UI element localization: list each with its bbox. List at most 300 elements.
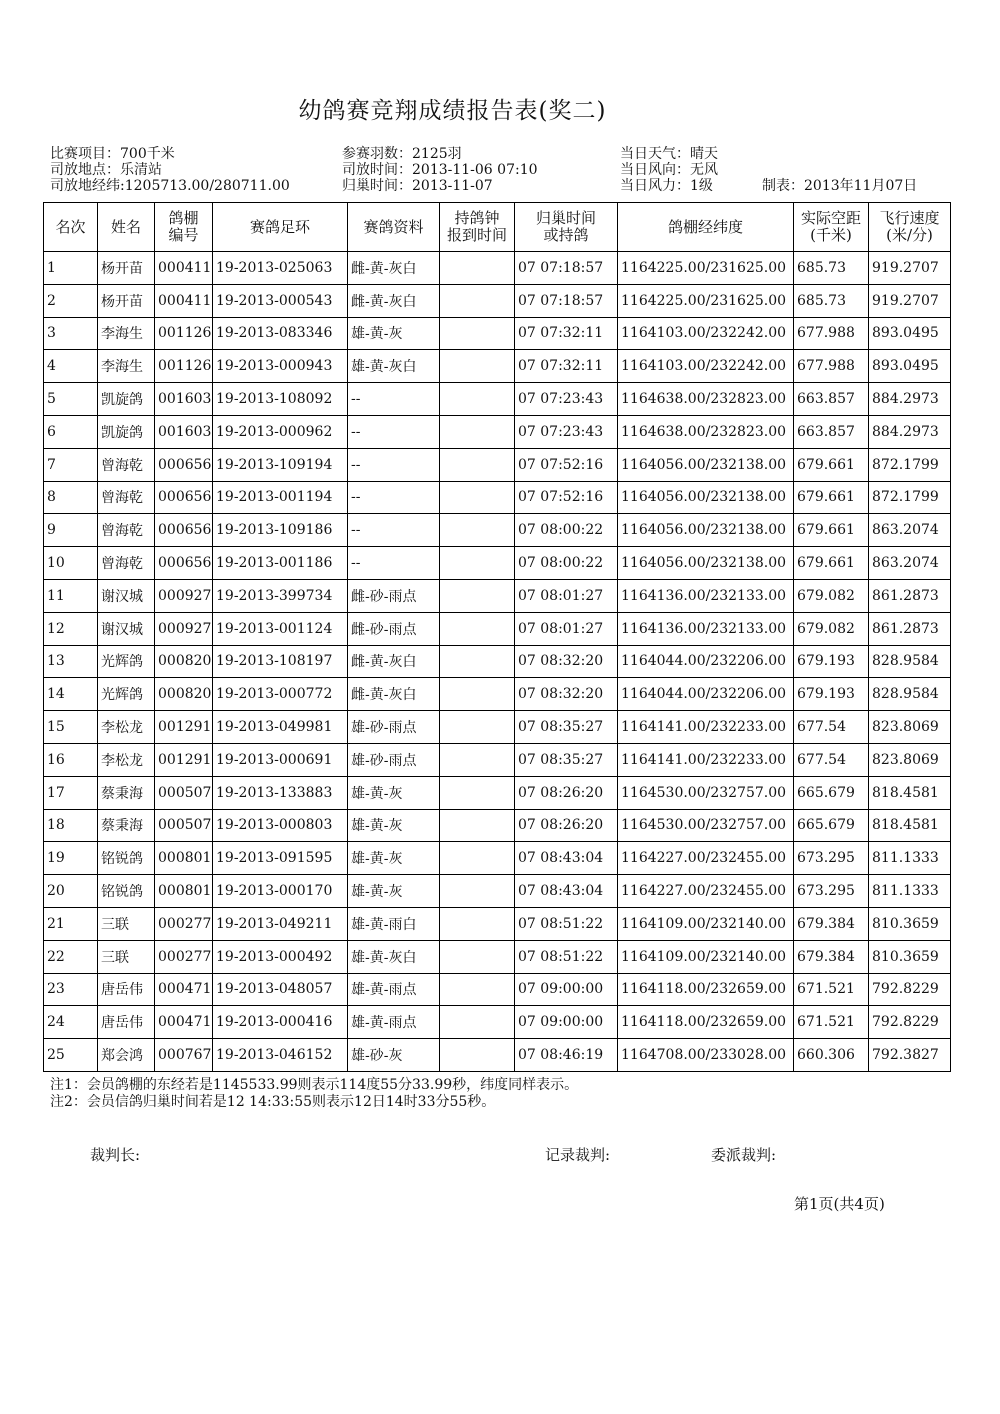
ring-number-cell: 19-2013-133883	[213, 776, 348, 809]
arrival-time-cell: 07 08:51:22	[515, 940, 618, 973]
arrival-time-cell: 07 07:18:57	[515, 284, 618, 317]
distance-cell: 677.54	[794, 743, 869, 776]
distance-cell: 679.384	[794, 940, 869, 973]
column-header-text: 姓名	[110, 217, 141, 236]
speed-cell: 872.1799	[869, 481, 951, 514]
loft-coordinates-cell: 1164638.00/232823.00	[618, 383, 794, 416]
arrival-time-cell: 07 08:26:20	[515, 809, 618, 842]
table-row	[44, 678, 951, 711]
distance-cell: 665.679	[794, 809, 869, 842]
clock-time-cell	[440, 350, 515, 383]
table-row	[44, 481, 951, 514]
column-header-text: 名次	[55, 217, 86, 236]
distance-cell: 673.295	[794, 875, 869, 908]
distance-cell: 679.661	[794, 448, 869, 481]
loft-id-cell: 001291	[155, 711, 213, 744]
speed-cell: 818.4581	[869, 809, 951, 842]
clock-time-cell	[440, 284, 515, 317]
column-header-text: 归巢时间	[535, 209, 596, 227]
loft-id-cell: 000820	[155, 645, 213, 678]
bird-info-cell: 雄-黄-灰白	[348, 940, 440, 973]
loft-id-cell: 000801	[155, 842, 213, 875]
speed-cell: 919.2707	[869, 252, 951, 285]
loft-id-cell: 000927	[155, 579, 213, 612]
ring-number-cell: 19-2013-108197	[213, 645, 348, 678]
clock-time-cell	[440, 547, 515, 580]
clock-time-cell	[440, 579, 515, 612]
arrival-time-cell: 07 08:32:20	[515, 678, 618, 711]
speed-cell: 828.9584	[869, 645, 951, 678]
loft-id-cell: 001126	[155, 350, 213, 383]
speed-cell: 893.0495	[869, 350, 951, 383]
ring-number-cell: 19-2013-000691	[213, 743, 348, 776]
table-row	[44, 1006, 951, 1039]
loft-coordinates-cell: 1164056.00/232138.00	[618, 481, 794, 514]
name-cell: 铭锐鸽	[98, 842, 155, 875]
info-block-race	[50, 146, 290, 194]
column-header	[794, 203, 869, 252]
speed-cell: 792.8229	[869, 973, 951, 1006]
clock-time-cell	[440, 973, 515, 1006]
table-row	[44, 252, 951, 285]
table-row	[44, 743, 951, 776]
rank-cell: 20	[44, 875, 98, 908]
release-location: 司放地点：乐清站	[50, 162, 162, 178]
rank-cell: 10	[44, 547, 98, 580]
arrival-time-cell: 07 09:00:00	[515, 973, 618, 1006]
clock-time-cell	[440, 940, 515, 973]
column-header-text: (米/分)	[886, 226, 933, 244]
arrival-time-cell: 07 08:00:22	[515, 547, 618, 580]
clock-time-cell	[440, 907, 515, 940]
column-header-text: 赛鸽资料	[363, 217, 424, 236]
clock-time-cell	[440, 252, 515, 285]
arrival-time-cell: 07 08:00:22	[515, 514, 618, 547]
entry-count: 参赛羽数：2125羽	[342, 146, 462, 162]
column-header-text: 持鸽钟	[454, 209, 500, 227]
rank-cell: 18	[44, 809, 98, 842]
bird-info-cell: 雌-黄-灰白	[348, 645, 440, 678]
name-cell: 谢汉城	[98, 579, 155, 612]
name-cell: 曾海乾	[98, 481, 155, 514]
rank-cell: 17	[44, 776, 98, 809]
table-row	[44, 514, 951, 547]
loft-coordinates-cell: 1164225.00/231625.00	[618, 252, 794, 285]
loft-id-cell: 000411	[155, 284, 213, 317]
bird-info-cell: 雌-砂-雨点	[348, 579, 440, 612]
ring-number-cell: 19-2013-000492	[213, 940, 348, 973]
loft-id-cell: 000656	[155, 514, 213, 547]
arrival-time-cell: 07 08:01:27	[515, 579, 618, 612]
column-header-text: (千米)	[810, 226, 852, 244]
distance-cell: 677.988	[794, 317, 869, 350]
column-header-text: 赛鸽足环	[249, 217, 310, 236]
loft-coordinates-cell: 1164227.00/232455.00	[618, 842, 794, 875]
ring-number-cell: 19-2013-000962	[213, 415, 348, 448]
clock-time-cell	[440, 776, 515, 809]
bird-info-cell: --	[348, 547, 440, 580]
bird-info-cell: 雄-砂-灰	[348, 1039, 440, 1072]
loft-coordinates-cell: 1164530.00/232757.00	[618, 809, 794, 842]
arrival-time-cell: 07 08:46:19	[515, 1039, 618, 1072]
name-cell: 铭锐鸽	[98, 875, 155, 908]
column-header-text: 或持鸽	[543, 226, 589, 244]
distance-cell: 677.988	[794, 350, 869, 383]
speed-cell: 884.2973	[869, 383, 951, 416]
bird-info-cell: --	[348, 383, 440, 416]
ring-number-cell: 19-2013-049211	[213, 907, 348, 940]
table-row	[44, 415, 951, 448]
notes	[50, 1077, 578, 1111]
clock-time-cell	[440, 514, 515, 547]
name-cell: 光辉鸽	[98, 678, 155, 711]
table-row	[44, 940, 951, 973]
rank-cell: 4	[44, 350, 98, 383]
name-cell: 唐岳伟	[98, 1006, 155, 1039]
distance-cell: 679.193	[794, 645, 869, 678]
column-header	[869, 203, 951, 252]
arrival-time-cell: 07 08:26:20	[515, 776, 618, 809]
speed-cell: 863.2074	[869, 547, 951, 580]
ring-number-cell: 19-2013-109194	[213, 448, 348, 481]
loft-coordinates-cell: 1164056.00/232138.00	[618, 514, 794, 547]
ring-number-cell: 19-2013-049981	[213, 711, 348, 744]
info-block-timing	[342, 146, 538, 194]
ring-number-cell: 19-2013-091595	[213, 842, 348, 875]
ring-number-cell: 19-2013-083346	[213, 317, 348, 350]
name-cell: 李海生	[98, 317, 155, 350]
table-body	[44, 252, 951, 1072]
speed-cell: 818.4581	[869, 776, 951, 809]
speed-cell: 792.3827	[869, 1039, 951, 1072]
speed-cell: 810.3659	[869, 940, 951, 973]
name-cell: 郑会鸿	[98, 1039, 155, 1072]
ring-number-cell: 19-2013-399734	[213, 579, 348, 612]
ring-number-cell: 19-2013-000543	[213, 284, 348, 317]
table-row	[44, 612, 951, 645]
table-header-row	[44, 203, 951, 252]
clock-time-cell	[440, 612, 515, 645]
chief-referee-label: 裁判长:	[90, 1146, 141, 1164]
table-row	[44, 284, 951, 317]
name-cell: 曾海乾	[98, 547, 155, 580]
clock-time-cell	[440, 678, 515, 711]
results-table	[43, 202, 951, 1072]
bird-info-cell: 雄-砂-雨点	[348, 711, 440, 744]
name-cell: 三联	[98, 907, 155, 940]
bird-info-cell: 雄-黄-灰白	[348, 350, 440, 383]
bird-info-cell: --	[348, 514, 440, 547]
clock-time-cell	[440, 317, 515, 350]
rank-cell: 23	[44, 973, 98, 1006]
return-time: 归巢时间：2013-11-07	[342, 178, 493, 194]
ring-number-cell: 19-2013-048057	[213, 973, 348, 1006]
bird-info-cell: 雌-黄-灰白	[348, 252, 440, 285]
bird-info-cell: 雌-黄-灰白	[348, 678, 440, 711]
rank-cell: 21	[44, 907, 98, 940]
distance-cell: 677.54	[794, 711, 869, 744]
arrival-time-cell: 07 08:35:27	[515, 711, 618, 744]
ring-number-cell: 19-2013-000943	[213, 350, 348, 383]
speed-cell: 919.2707	[869, 284, 951, 317]
clock-time-cell	[440, 383, 515, 416]
column-header	[440, 203, 515, 252]
loft-id-cell: 001291	[155, 743, 213, 776]
column-header-text: 鸽棚	[168, 209, 199, 227]
rank-cell: 7	[44, 448, 98, 481]
loft-id-cell: 000656	[155, 448, 213, 481]
table-row	[44, 317, 951, 350]
distance-cell: 663.857	[794, 415, 869, 448]
column-header	[155, 203, 213, 252]
loft-id-cell: 000656	[155, 481, 213, 514]
column-header	[348, 203, 440, 252]
column-header-text: 飞行速度	[879, 209, 940, 227]
name-cell: 凯旋鸽	[98, 415, 155, 448]
race-item: 比赛项目：700千米	[50, 146, 175, 162]
rank-cell: 12	[44, 612, 98, 645]
arrival-time-cell: 07 07:52:16	[515, 481, 618, 514]
arrival-time-cell: 07 09:00:00	[515, 1006, 618, 1039]
bird-info-cell: 雄-砂-雨点	[348, 743, 440, 776]
ring-number-cell: 19-2013-025063	[213, 252, 348, 285]
ring-number-cell: 19-2013-109186	[213, 514, 348, 547]
ring-number-cell: 19-2013-000170	[213, 875, 348, 908]
bird-info-cell: --	[348, 415, 440, 448]
clock-time-cell	[440, 809, 515, 842]
loft-id-cell: 000767	[155, 1039, 213, 1072]
bird-info-cell: 雄-黄-雨白	[348, 907, 440, 940]
distance-cell: 679.661	[794, 547, 869, 580]
distance-cell: 685.73	[794, 284, 869, 317]
rank-cell: 2	[44, 284, 98, 317]
distance-cell: 671.521	[794, 1006, 869, 1039]
rank-cell: 9	[44, 514, 98, 547]
loft-id-cell: 001126	[155, 317, 213, 350]
speed-cell: 823.8069	[869, 743, 951, 776]
rank-cell: 16	[44, 743, 98, 776]
table-row	[44, 711, 951, 744]
arrival-time-cell: 07 07:23:43	[515, 383, 618, 416]
column-header-text: 鸽棚经纬度	[667, 217, 743, 236]
table-row	[44, 907, 951, 940]
distance-cell: 665.679	[794, 776, 869, 809]
bird-info-cell: 雄-黄-灰	[348, 776, 440, 809]
clock-time-cell	[440, 448, 515, 481]
speed-cell: 811.1333	[869, 842, 951, 875]
ring-number-cell: 19-2013-001186	[213, 547, 348, 580]
rank-cell: 14	[44, 678, 98, 711]
arrival-time-cell: 07 08:51:22	[515, 907, 618, 940]
ring-number-cell: 19-2013-001124	[213, 612, 348, 645]
table-row	[44, 383, 951, 416]
distance-cell: 663.857	[794, 383, 869, 416]
table-row	[44, 973, 951, 1006]
loft-id-cell: 001603	[155, 383, 213, 416]
rank-cell: 5	[44, 383, 98, 416]
distance-cell: 673.295	[794, 842, 869, 875]
table-row	[44, 579, 951, 612]
rank-cell: 24	[44, 1006, 98, 1039]
arrival-time-cell: 07 07:32:11	[515, 317, 618, 350]
name-cell: 曾海乾	[98, 514, 155, 547]
loft-coordinates-cell: 1164141.00/232233.00	[618, 743, 794, 776]
page-number: 第1页(共4页)	[794, 1195, 885, 1213]
loft-coordinates-cell: 1164056.00/232138.00	[618, 448, 794, 481]
arrival-time-cell: 07 07:32:11	[515, 350, 618, 383]
name-cell: 三联	[98, 940, 155, 973]
bird-info-cell: 雄-黄-灰	[348, 809, 440, 842]
speed-cell: 810.3659	[869, 907, 951, 940]
loft-id-cell: 000471	[155, 973, 213, 1006]
column-header	[618, 203, 794, 252]
distance-cell: 671.521	[794, 973, 869, 1006]
loft-id-cell: 000471	[155, 1006, 213, 1039]
loft-coordinates-cell: 1164227.00/232455.00	[618, 875, 794, 908]
rank-cell: 11	[44, 579, 98, 612]
column-header-text: 报到时间	[446, 226, 507, 244]
speed-cell: 811.1333	[869, 875, 951, 908]
distance-cell: 679.384	[794, 907, 869, 940]
rank-cell: 19	[44, 842, 98, 875]
arrival-time-cell: 07 07:18:57	[515, 252, 618, 285]
clock-time-cell	[440, 481, 515, 514]
table-row	[44, 350, 951, 383]
name-cell: 李海生	[98, 350, 155, 383]
speed-cell: 823.8069	[869, 711, 951, 744]
loft-id-cell: 000801	[155, 875, 213, 908]
rank-cell: 8	[44, 481, 98, 514]
ring-number-cell: 19-2013-001194	[213, 481, 348, 514]
wind-force: 当日风力：1级	[620, 178, 713, 194]
name-cell: 谢汉城	[98, 612, 155, 645]
clock-time-cell	[440, 415, 515, 448]
name-cell: 光辉鸽	[98, 645, 155, 678]
speed-cell: 872.1799	[869, 448, 951, 481]
speed-cell: 828.9584	[869, 678, 951, 711]
column-header	[515, 203, 618, 252]
loft-coordinates-cell: 1164109.00/232140.00	[618, 940, 794, 973]
table-row	[44, 1039, 951, 1072]
ring-number-cell: 19-2013-000803	[213, 809, 348, 842]
distance-cell: 660.306	[794, 1039, 869, 1072]
ring-number-cell: 19-2013-000772	[213, 678, 348, 711]
arrival-time-cell: 07 07:23:43	[515, 415, 618, 448]
speed-cell: 863.2074	[869, 514, 951, 547]
loft-coordinates-cell: 1164044.00/232206.00	[618, 678, 794, 711]
loft-coordinates-cell: 1164118.00/232659.00	[618, 973, 794, 1006]
clock-time-cell	[440, 711, 515, 744]
distance-cell: 679.661	[794, 514, 869, 547]
rank-cell: 25	[44, 1039, 98, 1072]
appointed-referee-label: 委派裁判:	[711, 1146, 777, 1164]
column-header	[213, 203, 348, 252]
bird-info-cell: 雄-黄-雨点	[348, 1006, 440, 1039]
note-2: 注2：会员信鸽归巢时间若是12 14:33:55则表示12日14时33分55秒。	[50, 1094, 496, 1110]
arrival-time-cell: 07 08:01:27	[515, 612, 618, 645]
loft-coordinates-cell: 1164109.00/232140.00	[618, 907, 794, 940]
bird-info-cell: 雄-黄-雨点	[348, 973, 440, 1006]
loft-coordinates-cell: 1164103.00/232242.00	[618, 350, 794, 383]
loft-id-cell: 000411	[155, 252, 213, 285]
table-row	[44, 547, 951, 580]
loft-coordinates-cell: 1164141.00/232233.00	[618, 711, 794, 744]
loft-coordinates-cell: 1164056.00/232138.00	[618, 547, 794, 580]
name-cell: 李松龙	[98, 711, 155, 744]
ring-number-cell: 19-2013-000416	[213, 1006, 348, 1039]
clock-time-cell	[440, 842, 515, 875]
name-cell: 凯旋鸽	[98, 383, 155, 416]
table-row	[44, 776, 951, 809]
loft-id-cell: 000277	[155, 907, 213, 940]
name-cell: 蔡秉海	[98, 809, 155, 842]
info-block-weather	[620, 146, 718, 194]
note-1: 注1：会员鸽棚的东经若是1145533.99则表示114度55分33.99秒，纬度同样表示。	[50, 1077, 579, 1093]
rank-cell: 1	[44, 252, 98, 285]
loft-id-cell: 001603	[155, 415, 213, 448]
page-title: 幼鸽赛竞翔成绩报告表(奖二)	[298, 98, 607, 124]
speed-cell: 861.2873	[869, 579, 951, 612]
distance-cell: 685.73	[794, 252, 869, 285]
distance-cell: 679.661	[794, 481, 869, 514]
name-cell: 杨开苗	[98, 284, 155, 317]
loft-coordinates-cell: 1164118.00/232659.00	[618, 1006, 794, 1039]
speed-cell: 893.0495	[869, 317, 951, 350]
rank-cell: 3	[44, 317, 98, 350]
column-header	[98, 203, 155, 252]
loft-id-cell: 000277	[155, 940, 213, 973]
speed-cell: 792.8229	[869, 1006, 951, 1039]
loft-coordinates-cell: 1164530.00/232757.00	[618, 776, 794, 809]
name-cell: 杨开苗	[98, 252, 155, 285]
rank-cell: 13	[44, 645, 98, 678]
clock-time-cell	[440, 875, 515, 908]
loft-coordinates-cell: 1164225.00/231625.00	[618, 284, 794, 317]
arrival-time-cell: 07 08:32:20	[515, 645, 618, 678]
arrival-time-cell: 07 08:43:04	[515, 842, 618, 875]
loft-coordinates-cell: 1164136.00/232133.00	[618, 612, 794, 645]
release-time: 司放时间：2013-11-06 07:10	[342, 162, 538, 178]
clock-time-cell	[440, 1006, 515, 1039]
loft-id-cell: 000656	[155, 547, 213, 580]
rank-cell: 6	[44, 415, 98, 448]
loft-coordinates-cell: 1164708.00/233028.00	[618, 1039, 794, 1072]
clock-time-cell	[440, 645, 515, 678]
ring-number-cell: 19-2013-046152	[213, 1039, 348, 1072]
clock-time-cell	[440, 1039, 515, 1072]
rank-cell: 15	[44, 711, 98, 744]
bird-info-cell: 雌-砂-雨点	[348, 612, 440, 645]
speed-cell: 884.2973	[869, 415, 951, 448]
table-row	[44, 875, 951, 908]
arrival-time-cell: 07 08:43:04	[515, 875, 618, 908]
bird-info-cell: 雄-黄-灰	[348, 875, 440, 908]
distance-cell: 679.082	[794, 612, 869, 645]
bird-info-cell: --	[348, 481, 440, 514]
name-cell: 唐岳伟	[98, 973, 155, 1006]
rank-cell: 22	[44, 940, 98, 973]
wind-direction: 当日风向：无风	[620, 162, 718, 178]
column-header-text: 实际空距	[800, 209, 861, 227]
arrival-time-cell: 07 07:52:16	[515, 448, 618, 481]
loft-id-cell: 000507	[155, 776, 213, 809]
table-row	[44, 645, 951, 678]
loft-coordinates-cell: 1164103.00/232242.00	[618, 317, 794, 350]
name-cell: 蔡秉海	[98, 776, 155, 809]
bird-info-cell: 雌-黄-灰白	[348, 284, 440, 317]
speed-cell: 861.2873	[869, 612, 951, 645]
bird-info-cell: 雄-黄-灰	[348, 317, 440, 350]
